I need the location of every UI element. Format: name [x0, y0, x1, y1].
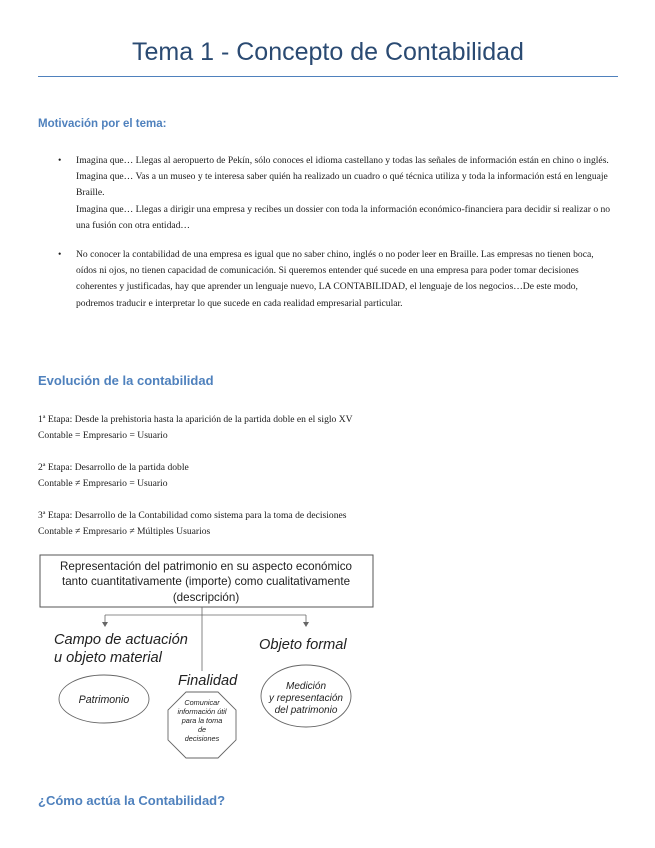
page-title: Tema 1 - Concepto de Contabilidad	[132, 38, 524, 66]
stage-1	[38, 412, 353, 444]
representacion-line: tanto cuantitativamente (importe) como cualitativamente	[61, 575, 351, 588]
finalidad-line: Comunicar	[184, 698, 220, 707]
finalidad-label: Finalidad	[178, 673, 238, 689]
evolucion-heading: Evolución de la contabilidad	[38, 373, 214, 388]
stage-3	[38, 508, 347, 540]
stage-relation: Contable ≠ Empresario = Usuario	[38, 478, 168, 489]
como-heading: ¿Cómo actúa la Contabilidad?	[38, 793, 226, 808]
stage-relation: Contable = Empresario = Usuario	[38, 430, 168, 441]
medicion-line: Medición	[285, 681, 327, 692]
stage-title: 3ª Etapa: Desarrollo de la Contabilidad como sistema para la toma de decisiones	[38, 510, 347, 521]
stage-title: 1ª Etapa: Desde la prehistoria hasta la aparición de la partida doble en el siglo XV	[38, 414, 353, 425]
stage-title: 2ª Etapa: Desarrollo de la partida doble	[38, 462, 189, 473]
contabilidad-diagram	[38, 553, 378, 768]
campo-label: Campo de actuación	[54, 632, 188, 648]
bullet-icon: •	[58, 249, 62, 261]
campo-label: u objeto material	[54, 650, 162, 666]
motivacion-list	[38, 153, 613, 312]
objeto-formal-label: Objeto formal	[259, 637, 347, 653]
stage-relation: Contable ≠ Empresario ≠ Múltiples Usuarios	[38, 526, 211, 537]
arrow-icon	[303, 622, 309, 627]
representacion-line: (descripción)	[172, 591, 240, 604]
finalidad-line: para la toma	[181, 716, 223, 725]
bullet-line: No conocer la contabilidad de una empresa es igual que no saber chino, inglés o no poder leer en Braille. Las empresas no tienen boca, oídos ni ojos, no tienen capacidad de comunicación. Si queremos entender qué sucede en una empresa para poder tomar decisiones coherentes y justificadas, hay que aprender un lenguaje nuevo, LA CONTABILIDAD, el lenguaje de los negocios…De este modo, podremos traducir e interpretar lo que sucede en cada realidad empresarial particular.	[76, 249, 594, 309]
bullet-line: Imagina que… Llegas al aeropuerto de Pekín, sólo conoces el idioma castellano y todas las señales de información están en chino o inglés.	[76, 155, 609, 166]
bullet-line: Imagina que… Vas a un museo y te interesa saber quién ha realizado un cuadro o qué técnica utiliza y toda la información está en lenguaje Braille.	[76, 171, 608, 199]
arrow-icon	[102, 622, 108, 627]
medicion-line: y representación	[269, 693, 343, 704]
bullet-icon: •	[58, 155, 62, 166]
bullet-line: Imagina que… Llegas a dirigir una empresa y recibes un dossier con toda la información económico-financiera para decidir si realizar o no una fusión con otra entidad…	[76, 203, 611, 231]
representacion-line: Representación del patrimonio en su aspecto económico	[60, 560, 352, 573]
finalidad-line: decisiones	[184, 734, 220, 743]
motivacion-heading: Motivación por el tema:	[38, 118, 167, 130]
medicion-line: del patrimonio	[274, 705, 338, 716]
title-underline	[38, 76, 618, 77]
stage-2	[38, 460, 189, 492]
list-item	[38, 247, 613, 312]
finalidad-line: de	[197, 725, 207, 734]
patrimonio-label: Patrimonio	[78, 694, 130, 706]
finalidad-line: información útil	[177, 707, 227, 716]
list-item	[38, 153, 613, 234]
